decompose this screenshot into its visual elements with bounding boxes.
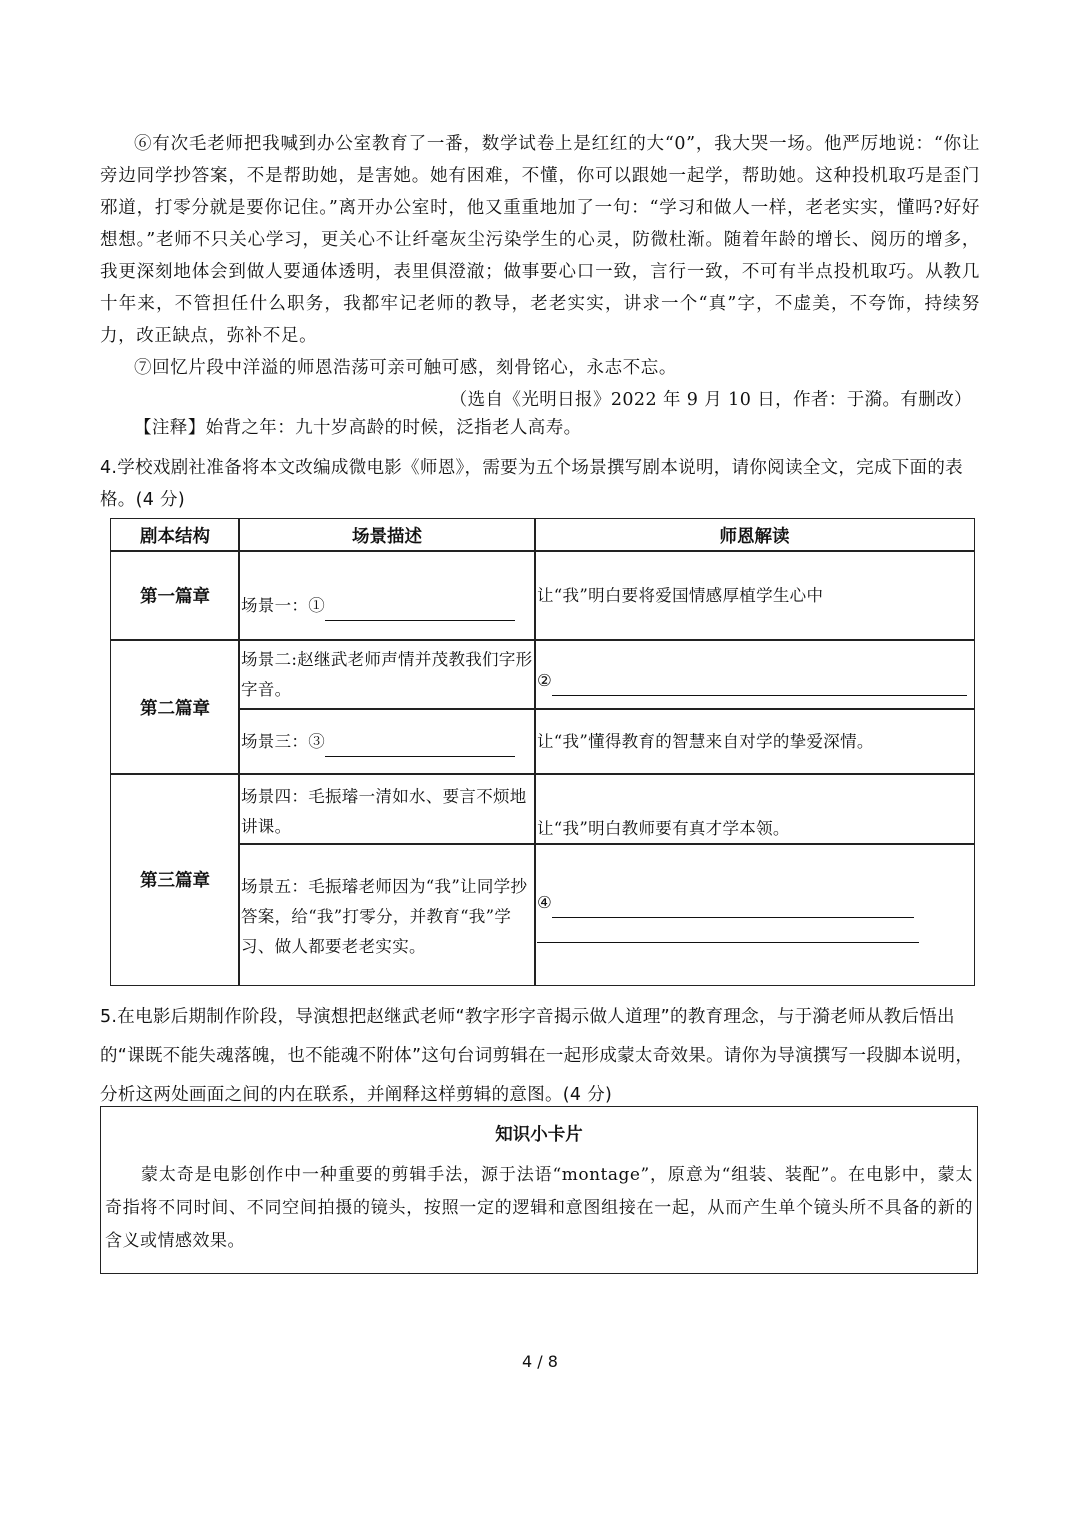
- scene-1-cell: [238, 550, 536, 641]
- script-table: [110, 518, 975, 986]
- reading-3: 让“我”懂得教育的智慧来自对学的挚爱深情。: [537, 732, 874, 751]
- question-5: 5.在电影后期制作阶段，导演想把赵继武老师“教字形字音揭示做人道理”的教育理念，与于漪老师从教后悟出的“课既不能失魂落魄，也不能魂不附体”这句台词剪辑在一起形成蒙太奇效果。请你为导演撰写一段脚本说明，分析这两处画面之间的内在联系，并阐释这样剪辑的意图。(4 分): [100, 1007, 974, 1105]
- header-reading: 师恩解读: [534, 518, 975, 552]
- reading-5-label: ④: [537, 893, 553, 912]
- answer-blank-3[interactable]: [325, 738, 515, 757]
- passage-paragraph-7: ⑦回忆片段中洋溢的师恩浩荡可亲可触可感，刻骨铭心，永志不忘。: [134, 358, 677, 378]
- passage-source: （选自《光明日报》2022 年 9 月 10 日，作者：于漪。有删改）: [449, 390, 972, 410]
- reading-2-cell: [534, 639, 975, 710]
- reading-4-cell: [534, 773, 975, 845]
- chapter-1: 第一篇章: [110, 550, 240, 641]
- reading-1-cell: [534, 550, 975, 641]
- header-scene: 场景描述: [238, 518, 536, 552]
- answer-blank-4b[interactable]: [537, 924, 919, 943]
- reading-1: 让“我”明白要将爱国情感厚植学生心中: [537, 586, 824, 605]
- chapter-2: 第二篇章: [110, 639, 240, 775]
- scene-3-label: 场景三：③: [241, 732, 325, 751]
- answer-blank-2[interactable]: [552, 677, 967, 696]
- passage-note: 【注释】始背之年：九十岁高龄的时候，泛指老人高寿。: [134, 418, 582, 438]
- scene-4-cell: [238, 773, 536, 845]
- reading-2-label: ②: [537, 671, 553, 690]
- passage-paragraph-6: ⑥有次毛老师把我喊到办公室教育了一番，数学试卷上是红红的大“0”，我大哭一场。他严厉地说：“你让旁边同学抄答案，不是帮助她，是害她。她有困难，不懂，你可以跟她一起学，帮助她。这种投机取巧是歪门邪道，打零分就是要你记住。”离开办公室时，他又重重地加了一句：“学习和做人一样，老老实实，懂吗?好好想想。”老师不只关心学习，更关心不让纤毫灰尘污染学生的心灵，防微杜渐。随着年龄的增长、阅历的增多，我更深刻地体会到做人要通体透明，表里俱澄澈；做事要心口一致，言行一致，不可有半点投机取巧。从教几十年来，不管担任什么职务，我都牢记老师的教导，老老实实，讲求一个“真”字，不虚美，不夸饰，持续努力，改正缺点，弥补不足。: [100, 134, 980, 346]
- scene-2-cell: [238, 639, 536, 710]
- scene-5: 场景五：毛振璿老师因为“我”让同学抄答案，给“我”打零分，并教育“我”学习、做人都要老老实实。: [241, 877, 528, 956]
- knowledge-card-title: 知识小卡片: [495, 1125, 583, 1145]
- scene-4: 场景四：毛振璿一清如水、要言不烦地讲课。: [241, 787, 527, 836]
- reading-4: 让“我”明白教师要有真才学本领。: [537, 819, 790, 838]
- knowledge-card-body: 蒙太奇是电影创作中一种重要的剪辑手法，源于法语“montage”，原意为“组装、装配”。在电影中，蒙太奇指将不同时间、不同空间拍摄的镜头，按照一定的逻辑和意图组接在一起，从而产生单个镜头所不具备的新的含义或情感效果。: [105, 1165, 973, 1251]
- reading-3-cell: [534, 708, 975, 775]
- chapter-3: 第三篇章: [110, 773, 240, 986]
- page-number: 4 / 8: [522, 1352, 558, 1371]
- scene-1-label: 场景一：①: [241, 596, 325, 615]
- knowledge-card: [100, 1106, 978, 1274]
- answer-blank-1[interactable]: [325, 602, 515, 621]
- scene-3-cell: [238, 708, 536, 775]
- question-4: 4.学校戏剧社准备将本文改编成微电影《师恩》，需要为五个场景撰写剧本说明，请你阅读全文，完成下面的表格。(4 分): [100, 458, 963, 510]
- reading-5-cell: [534, 843, 975, 986]
- header-structure: 剧本结构: [110, 518, 240, 552]
- scene-5-cell: [238, 843, 536, 986]
- scene-2: 场景二:赵继武老师声情并茂教我们字形字音。: [241, 650, 533, 699]
- answer-blank-4a[interactable]: [552, 899, 914, 918]
